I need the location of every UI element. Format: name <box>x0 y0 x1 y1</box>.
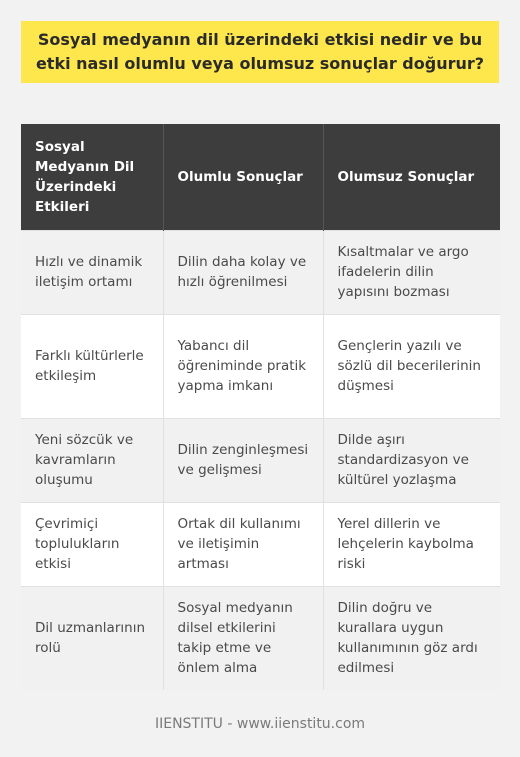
negative-cell: Gençlerin yazılı ve sözlü dil becerilerinin düşmesi <box>323 314 500 418</box>
positive-cell: Sosyal medyanın dilsel etkilerini takip etme ve önlem alma <box>163 586 323 690</box>
negative-cell: Kısaltmalar ve argo ifadelerin dilin yapısını bozması <box>323 230 500 314</box>
effect-cell: Dil uzmanlarının rolü <box>21 586 163 690</box>
effect-cell: Hızlı ve dinamik iletişim ortamı <box>21 230 163 314</box>
table-row <box>21 230 500 314</box>
column-header-effects: Sosyal Medyanın Dil Üzerindeki Etkileri <box>21 124 163 230</box>
negative-cell: Dilde aşırı standardizasyon ve kültürel yozlaşma <box>323 418 500 502</box>
column-header-positive: Olumlu Sonuçlar <box>163 124 323 230</box>
positive-cell: Dilin zenginleşmesi ve gelişmesi <box>163 418 323 502</box>
table-row <box>21 418 500 502</box>
negative-cell: Yerel dillerin ve lehçelerin kaybolma riski <box>323 502 500 586</box>
negative-cell: Dilin doğru ve kurallara uygun kullanımının göz ardı edilmesi <box>323 586 500 690</box>
table-row <box>21 314 500 418</box>
table-row <box>21 502 500 586</box>
footer-source: IIENSTITU - www.iienstitu.com <box>154 716 366 732</box>
effects-table <box>21 124 500 690</box>
positive-cell: Yabancı dil öğreniminde pratik yapma imkanı <box>163 314 323 418</box>
effect-cell: Farklı kültürlerle etkileşim <box>21 314 163 418</box>
effect-cell: Yeni sözcük ve kavramların oluşumu <box>21 418 163 502</box>
column-header-negative: Olumsuz Sonuçlar <box>323 124 500 230</box>
table-row <box>21 586 500 690</box>
table-header-row <box>21 124 500 230</box>
effect-cell: Çevrimiçi toplulukların etkisi <box>21 502 163 586</box>
positive-cell: Dilin daha kolay ve hızlı öğrenilmesi <box>163 230 323 314</box>
page-title: Sosyal medyanın dil üzerindeki etkisi nedir ve bu etki nasıl olumlu veya olumsuz sonuçlar doğurur? <box>21 21 499 83</box>
positive-cell: Ortak dil kullanımı ve iletişimin artması <box>163 502 323 586</box>
